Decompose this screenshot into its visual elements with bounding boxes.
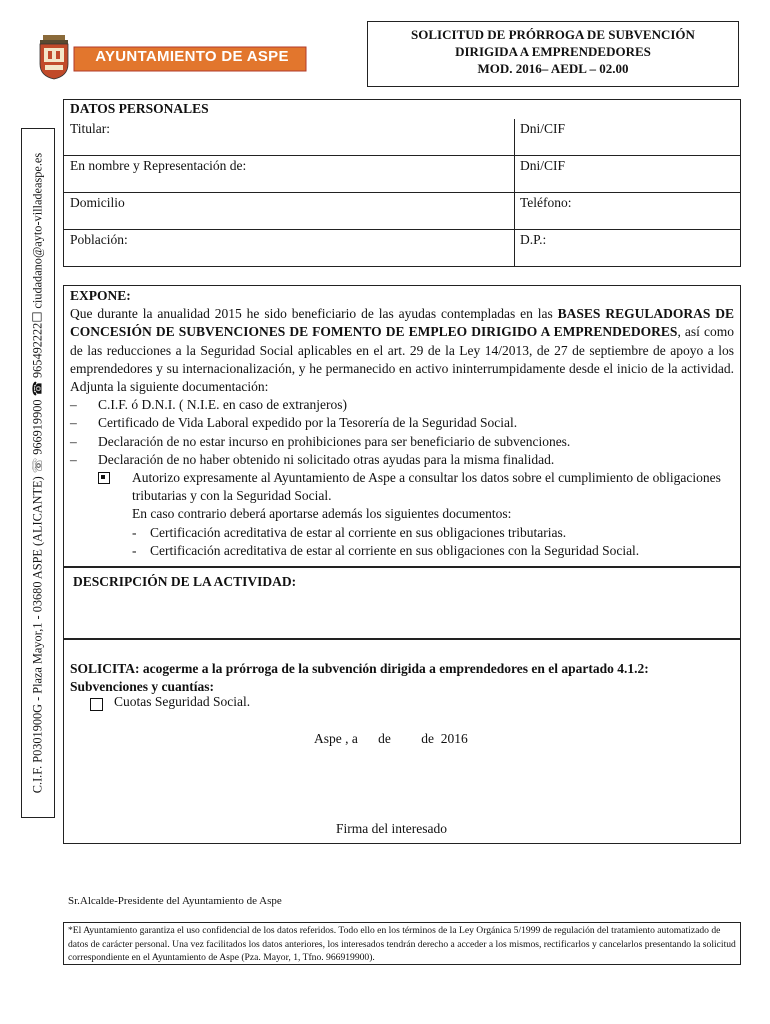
label-telefono: Teléfono: — [520, 195, 572, 210]
sidebar-address — [21, 128, 55, 818]
cuotas-label: Cuotas Seguridad Social. — [114, 694, 251, 709]
authorize-statement — [70, 469, 734, 505]
solicita-section — [63, 639, 741, 844]
label-titular: Titular: — [70, 121, 111, 136]
row-domicilio[interactable] — [64, 192, 740, 229]
row-titular[interactable] — [64, 119, 740, 155]
label-domicilio: Domicilio — [70, 195, 125, 210]
expone-section — [63, 285, 741, 567]
logo — [36, 34, 308, 80]
title-line-2: DIRIGIDA A EMPRENDEDORES — [455, 44, 651, 59]
addressee: Sr.Alcalde-Presidente del Ayuntamiento de Aspe — [68, 895, 282, 907]
signature-label: Firma del interesado — [336, 821, 447, 836]
section-title-datos: DATOS PERSONALES — [70, 101, 209, 116]
place-date: Aspe , a de de 2016 — [314, 731, 468, 746]
section-title-descripcion: DESCRIPCIÓN DE LA ACTIVIDAD: — [73, 574, 297, 589]
list-item: – C.I.F. ó D.N.I. ( N.I.E. en caso de extranjeros) — [70, 397, 347, 413]
list-item: – Certificado de Vida Laboral expedido por la Tesorería de la Seguridad Social. — [70, 415, 518, 431]
label-dni-2: Dni/CIF — [520, 158, 566, 173]
authorize-text: Autorizo expresamente al Ayuntamiento de Aspe a consultar los datos sobre el cumplimiento de obligaciones tributarias y con la Seguridad Social. — [132, 470, 721, 504]
doc-item: - Certificación acreditativa de estar al corriente en sus obligaciones tributarias. — [132, 524, 567, 540]
authorize-checkbox[interactable] — [98, 472, 110, 484]
descripcion-section[interactable] — [63, 567, 741, 639]
label-dp: D.P.: — [520, 232, 547, 247]
expone-text-b: , así como de las reducciones a la Seguridad Social aplicables en el art. 29 de la Ley 14/2013, de 27 de septiembre de apoyo a los emprendedores y su internacionalización, y he permanecido en activo ininterrumpidamente desde el inicio de la actividad. Adjunta la siguiente documentación: — [70, 324, 734, 395]
list-item: – Declaración de no haber obtenido ni solicitado otras ayudas para la misma finalidad. — [70, 451, 555, 467]
personal-data-section — [63, 99, 741, 267]
solicita-line-2: Subvenciones y cuantías: — [70, 679, 215, 694]
solicita-line-1: SOLICITA: acogerme a la prórroga de la subvención dirigida a emprendedores en el apartado 4.1.2: — [70, 661, 649, 676]
label-dni-1: Dni/CIF — [520, 121, 566, 136]
org-name: AYUNTAMIENTO DE ASPE — [95, 48, 289, 65]
row-poblacion[interactable] — [64, 229, 740, 267]
contrary-text: En caso contrario deberá aportarse además los siguientes documentos: — [132, 506, 512, 522]
list-item: – Declaración de no estar incurso en prohibiciones para ser beneficiario de subvenciones. — [70, 433, 571, 449]
doc-item: - Certificación acreditativa de estar al corriente en sus obligaciones con la Seguridad Social. — [132, 542, 640, 558]
expone-text-bold: BASES REGULADORAS DE CONCESIÓN DE SUBVENCIONES DE FOMENTO DE EMPLEO DIRIGIDO A EMPRENDEDORES — [70, 306, 734, 340]
label-poblacion: Población: — [70, 232, 128, 247]
address-text: C.I.F. P0301900G - Plaza Mayor,1 - 03680 ASPE (ALICANTE) ☏ 966919900 ☎ 965492222☐ ciudadano@ayto-villadeaspe.es — [30, 152, 45, 794]
label-representacion: En nombre y Representación de: — [70, 158, 247, 173]
expone-text-a: Que durante la anualidad 2015 he sido beneficiario de las ayudas contempladas en las — [70, 306, 558, 322]
cuotas-checkbox[interactable] — [90, 698, 103, 711]
legal-notice: *El Ayuntamiento garantiza el uso confidencial de los datos referidos. Todo ello en los términos de la Ley Orgánica 5/1999 de regulación del tratamiento automatizado de datos de carácter personal. Una vez facilitados los datos anteriores, los interesados tendrán derecho a acceder a los mismos, rectificarlos y cancelarlos presentando la solicitud correspondiente en el Ayuntamiento de Aspe (Pza. Mayor, 1, Tfno. 966919900). — [63, 922, 741, 965]
title-line-1: SOLICITUD DE PRÓRROGA DE SUBVENCIÓN — [411, 27, 695, 42]
row-representacion[interactable] — [64, 155, 740, 192]
section-title-expone: EXPONE: — [70, 288, 131, 303]
title-line-3: MOD. 2016– AEDL – 02.00 — [477, 61, 629, 76]
solicita-text — [70, 660, 649, 696]
expone-paragraph — [70, 305, 734, 396]
form-title — [367, 21, 739, 87]
